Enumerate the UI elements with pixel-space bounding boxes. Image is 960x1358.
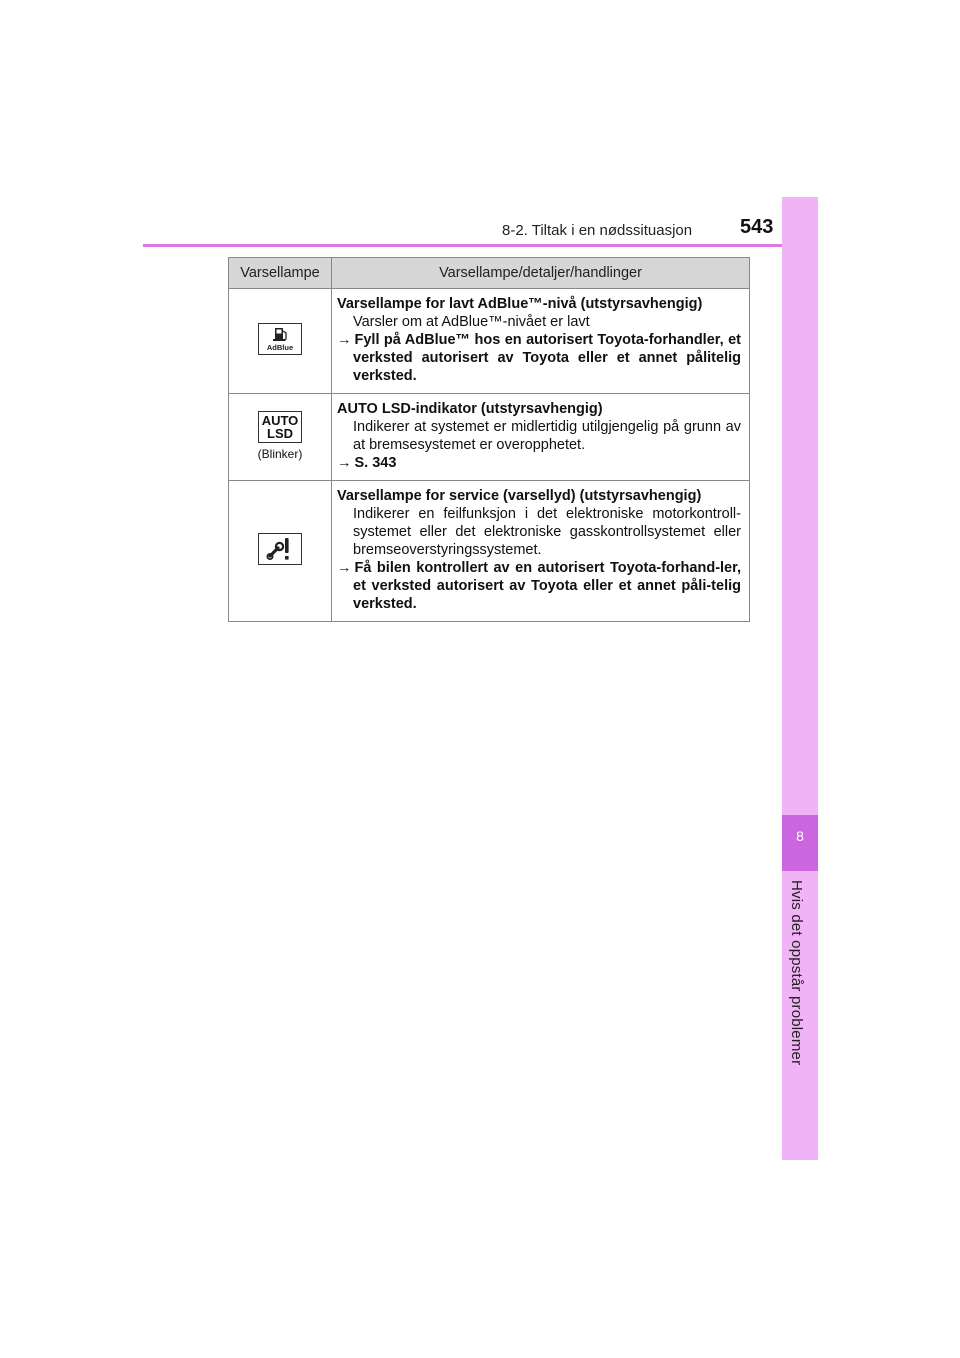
arrow-icon: → (337, 455, 352, 471)
header-divider (143, 244, 818, 247)
adblue-icon-label: AdBlue (266, 343, 294, 352)
auto-lsd-icon (258, 411, 302, 443)
table-row (229, 394, 750, 481)
blinker-caption: (Blinker) (257, 447, 303, 461)
auto-lsd-icon-line1: AUTO (261, 413, 299, 428)
details-cell (332, 289, 750, 394)
column-header-lamp: Varsellampe (229, 258, 332, 289)
lamp-title: AUTO LSD-indikator (utstyrsavhengig) (337, 401, 603, 417)
lamp-title: Varsellampe for lavt AdBlue™-nivå (utstyrsavhengig) (337, 296, 703, 312)
warning-lamp-table (228, 257, 750, 622)
page-reference-link[interactable]: S. 343 (354, 455, 397, 471)
section-title: 8-2. Tiltak i en nødssituasjon (502, 222, 693, 239)
details-cell (332, 481, 750, 622)
column-header-details: Varsellampe/detaljer/handlinger (332, 258, 750, 289)
page-number: 543 (740, 216, 774, 238)
chapter-title: Hvis det oppstår problemer (788, 880, 805, 1066)
lamp-action (337, 559, 741, 613)
lamp-description: Indikerer at systemet er midlertidig utilgjengelig på grunn av at bremsesystemet er overopphetet. (353, 419, 741, 453)
lamp-action (337, 454, 741, 472)
lamp-title: Varsellampe for service (varsellyd) (utstyrsavhengig) (337, 488, 702, 504)
arrow-icon: → (337, 560, 352, 576)
auto-lsd-icon-line2: LSD (267, 426, 293, 441)
table-row (229, 481, 750, 622)
lamp-action-text: Få bilen kontrollert av en autorisert Toyota-forhand-ler, et verksted autorisert av Toyota eller et annet påli-telig verksted. (353, 560, 741, 612)
service-wrench-warning-icon (258, 533, 302, 565)
chapter-number: 8 (796, 828, 804, 844)
details-cell (332, 394, 750, 481)
table-header-row (229, 258, 750, 289)
lamp-cell (229, 394, 332, 481)
arrow-icon: → (337, 332, 352, 348)
lamp-description: Varsler om at AdBlue™-nivået er lavt (353, 314, 590, 330)
adblue-fuel-icon (258, 323, 302, 355)
lamp-cell (229, 481, 332, 622)
lamp-action-text: Fyll på AdBlue™ hos en autorisert Toyota-forhandler, et verksted autorisert av Toyota eller et annet pålitelig verksted. (353, 332, 741, 384)
lamp-cell (229, 289, 332, 394)
lamp-description: Indikerer en feilfunksjon i det elektroniske motorkontroll-systemet eller det elektroniske gasskontrollsystemet eller bremseoverstyringssystemet. (353, 506, 741, 558)
table-row (229, 289, 750, 394)
lamp-action (337, 331, 741, 385)
